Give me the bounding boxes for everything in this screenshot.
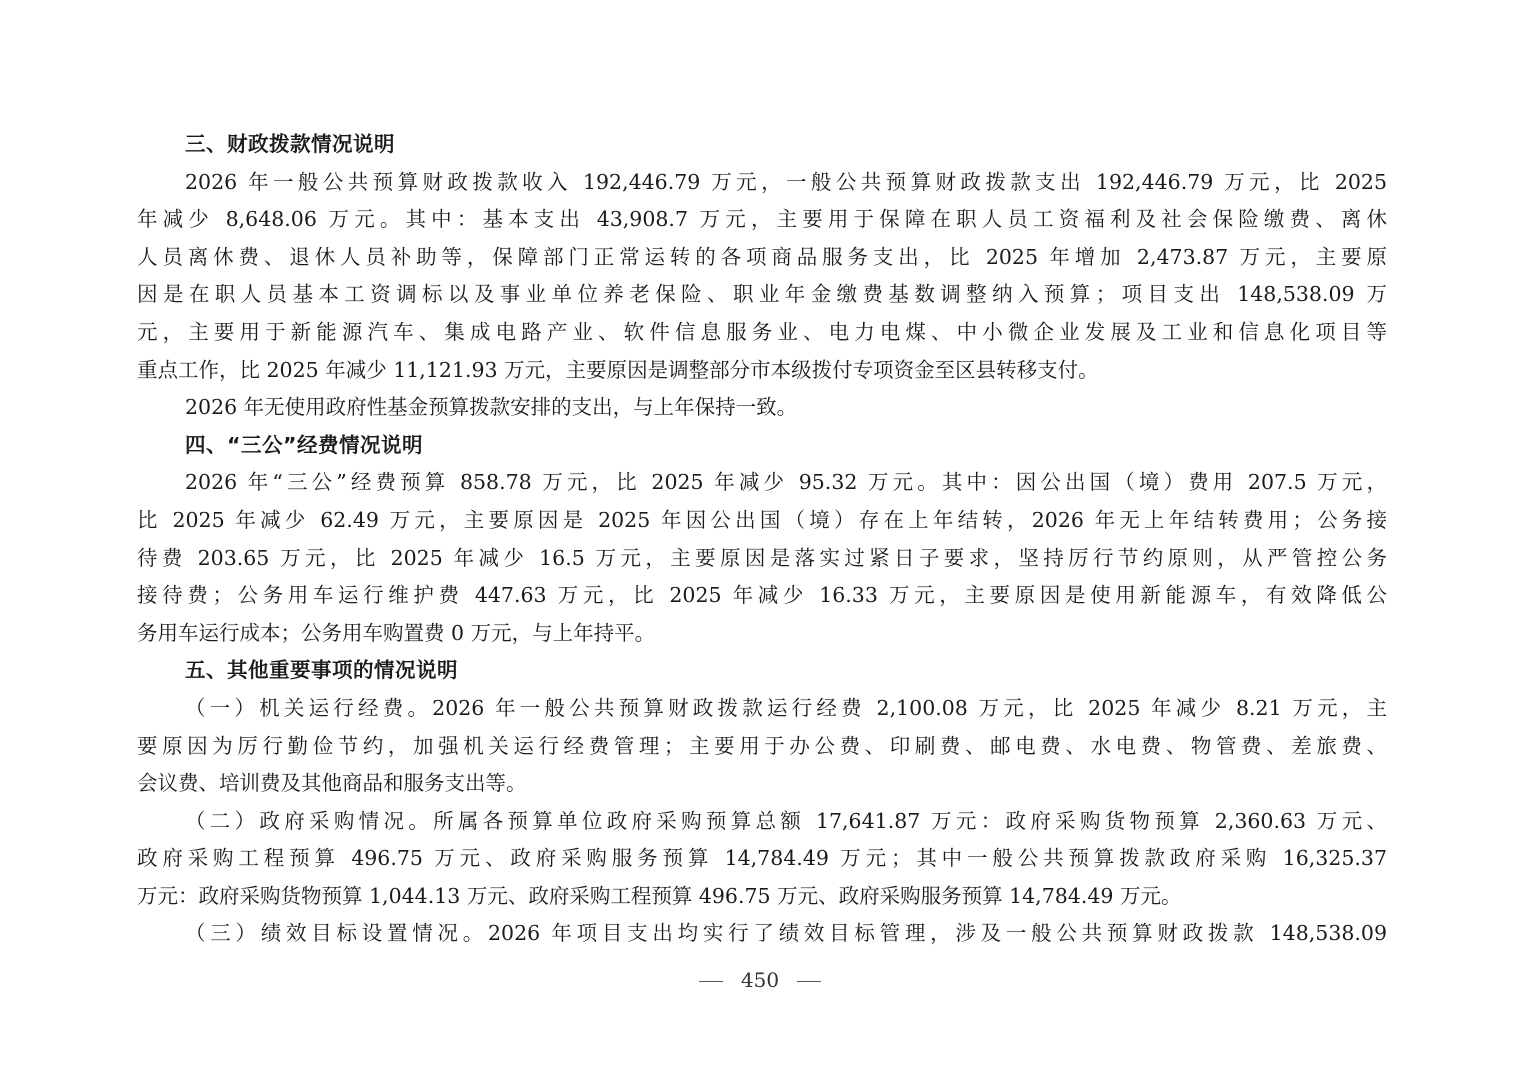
text-line bbox=[137, 915, 1387, 953]
text-line: 2026 年一般公共预算财政拨款收入 192,446.79 万元，一般公共预算财政拨款支出 192,446.79 万元，比 2025 bbox=[185, 169, 1387, 194]
text-line: 万元：政府采购货物预算 1,044.13 万元、政府采购工程预算 496.75 万元、政府采购服务预算 14,784.49 万元。 bbox=[137, 883, 1182, 908]
text-line: 待费 203.65 万元，比 2025 年减少 16.5 万元，主要原因是落实过紧日子要求，坚持厉行节约原则，从严管控公务 bbox=[137, 545, 1387, 570]
text-line: 年减少 8,648.06 万元。其中：基本支出 43,908.7 万元，主要用于保障在职人员工资福利及社会保险缴费、离休 bbox=[137, 207, 1387, 232]
paragraph-performance-goals bbox=[137, 915, 1387, 953]
section-heading-4: 四、“三公”经费情况说明 bbox=[185, 432, 423, 457]
text-line: 比 2025 年减少 62.49 万元，主要原因是 2025 年因公出国（境）存在上年结转，2026 年无上年结转费用；公务接 bbox=[137, 507, 1387, 532]
text-line: 接待费；公务用车运行维护费 447.63 万元，比 2025 年减少 16.33 万元，主要原因是使用新能源车，有效降低公 bbox=[137, 583, 1387, 608]
text-run: 2026 年项目支出均实行了绩效目标管理，涉及一般公共预算财政拨款 148,538.09 bbox=[487, 921, 1387, 946]
section-heading-5: 五、其他重要事项的情况说明 bbox=[185, 658, 458, 683]
footer-dash-left bbox=[699, 981, 723, 982]
footer-dash-right bbox=[797, 981, 821, 982]
text-line: 务用车运行成本；公务用车购置费 0 万元，与上年持平。 bbox=[137, 620, 656, 645]
text-run: 所属各预算单位政府采购预算总额 17,641.87 万元：政府采购货物预算 2,360.63 万元、 bbox=[433, 808, 1387, 833]
text-line: 重点工作，比 2025 年减少 11,121.93 万元，主要原因是调整部分市本级拨付专项资金至区县转移支付。 bbox=[137, 357, 1099, 382]
text-line: 人员离休费、退休人员补助等，保障部门正常运转的各项商品服务支出，比 2025 年增加 2,473.87 万元，主要原 bbox=[137, 244, 1387, 269]
text-line bbox=[137, 803, 1387, 841]
text-line: 2026 年“三公”经费预算 858.78 万元，比 2025 年减少 95.32 万元。其中：因公出国（境）费用 207.5 万元， bbox=[185, 470, 1387, 495]
subsection-label: （二）政府采购情况。 bbox=[185, 808, 434, 833]
subsection-label: （三）绩效目标设置情况。 bbox=[185, 921, 488, 946]
text-line: 要原因为厉行勤俭节约，加强机关运行经费管理；主要用于办公费、印刷费、邮电费、水电费、物管费、差旅费、 bbox=[137, 733, 1387, 758]
paragraph-fiscal-allocation bbox=[137, 164, 1387, 390]
paragraph-government-fund bbox=[137, 389, 1387, 427]
paragraph-three-public-expenses bbox=[137, 464, 1387, 652]
page-footer bbox=[0, 968, 1520, 992]
text-line: 元，主要用于新能源汽车、集成电路产业、软件信息服务业、电力电煤、中小微企业发展及工业和信息化项目等 bbox=[137, 319, 1387, 344]
text-run: 2026 年一般公共预算财政拨款运行经费 2,100.08 万元，比 2025 年减少 8.21 万元，主 bbox=[432, 695, 1387, 720]
text-line: 2026 年无使用政府性基金预算拨款安排的支出，与上年保持一致。 bbox=[185, 395, 798, 420]
subsection-label: （一）机关运行经费。 bbox=[185, 695, 433, 720]
page-number: 450 bbox=[740, 968, 780, 992]
text-line: 政府采购工程预算 496.75 万元、政府采购服务预算 14,784.49 万元；其中一般公共预算拨款政府采购 16,325.37 bbox=[137, 846, 1387, 871]
text-line: 会议费、培训费及其他商品和服务支出等。 bbox=[137, 771, 527, 796]
document-page bbox=[137, 126, 1387, 953]
paragraph-operating-expenses bbox=[137, 690, 1387, 803]
paragraph-government-procurement bbox=[137, 803, 1387, 916]
text-line: 因是在职人员基本工资调标以及事业单位养老保险、职业年金缴费基数调整纳入预算；项目支出 148,538.09 万 bbox=[137, 282, 1387, 307]
section-heading-3: 三、财政拨款情况说明 bbox=[185, 132, 395, 156]
text-line bbox=[137, 690, 1387, 728]
